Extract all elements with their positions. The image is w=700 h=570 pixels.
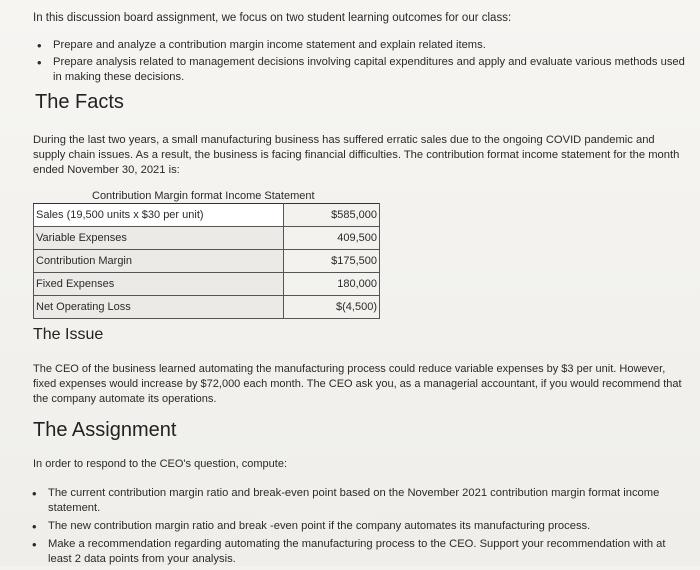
table-row (34, 227, 380, 250)
list-item (28, 537, 678, 567)
table-row (34, 273, 380, 296)
table-row (34, 296, 380, 319)
task-text: The new contribution margin ratio and break -even point if the company automates its manufacturing process. (48, 520, 591, 532)
bullet-icon: • (32, 519, 37, 534)
task-text: Make a recommendation regarding automating the manufacturing process to the CEO. Support your recommendation with at least 2 data points from your analysis. (48, 538, 666, 565)
task-text: The current contribution margin ratio and break-even point based on the November 2021 contribution margin format income statement. (48, 487, 660, 514)
issue-heading: The Issue (33, 326, 104, 343)
row-value: $585,000 (284, 204, 380, 227)
learning-outcomes-list (33, 38, 688, 87)
bullet-icon: • (32, 537, 37, 552)
income-statement-table (33, 203, 380, 319)
bullet-icon: • (32, 486, 37, 501)
bullet-icon: • (37, 38, 42, 53)
row-value: $175,500 (284, 250, 380, 273)
bullet-icon: • (37, 55, 42, 70)
row-label: Sales (19,500 units x $30 per unit) (34, 204, 284, 227)
table-row (34, 250, 380, 273)
row-label: Fixed Expenses (34, 273, 284, 296)
list-item (28, 519, 678, 534)
row-label: Contribution Margin (34, 250, 284, 273)
intro-text: In this discussion board assignment, we focus on two student learning outcomes for our class: (33, 12, 512, 24)
outcome-text: Prepare analysis related to management decisions involving capital expenditures and apply and evaluate various methods used in making these decisions. (53, 56, 685, 83)
facts-heading: The Facts (35, 91, 124, 113)
issue-paragraph: The CEO of the business learned automating the manufacturing process could reduce variable expenses by $3 per unit. However, fixed expenses would increase by $72,000 each month. The CEO ask you, as a managerial accountant, if you would recommend that the company automate its operations. (33, 363, 682, 405)
list-item (33, 55, 688, 85)
row-label: Net Operating Loss (34, 296, 284, 319)
row-value: 409,500 (284, 227, 380, 250)
row-label: Variable Expenses (34, 227, 284, 250)
assignment-task-list (28, 486, 678, 570)
assignment-heading: The Assignment (33, 419, 177, 441)
list-item (33, 38, 688, 53)
row-value: $(4,500) (284, 296, 380, 319)
outcome-text: Prepare and analyze a contribution margin income statement and explain related items. (53, 39, 486, 51)
assignment-intro: In order to respond to the CEO's question, compute: (33, 458, 288, 470)
facts-paragraph: During the last two years, a small manufacturing business has suffered erratic sales due to the ongoing COVID pandemic and supply chain issues. As a result, the business is facing financial difficulties. The contribution format income statement for the month ended November 30, 2021 is: (33, 134, 680, 176)
list-item (28, 486, 678, 516)
row-value: 180,000 (284, 273, 380, 296)
table-row (34, 204, 380, 227)
statement-caption: Contribution Margin format Income Statement (92, 190, 315, 202)
